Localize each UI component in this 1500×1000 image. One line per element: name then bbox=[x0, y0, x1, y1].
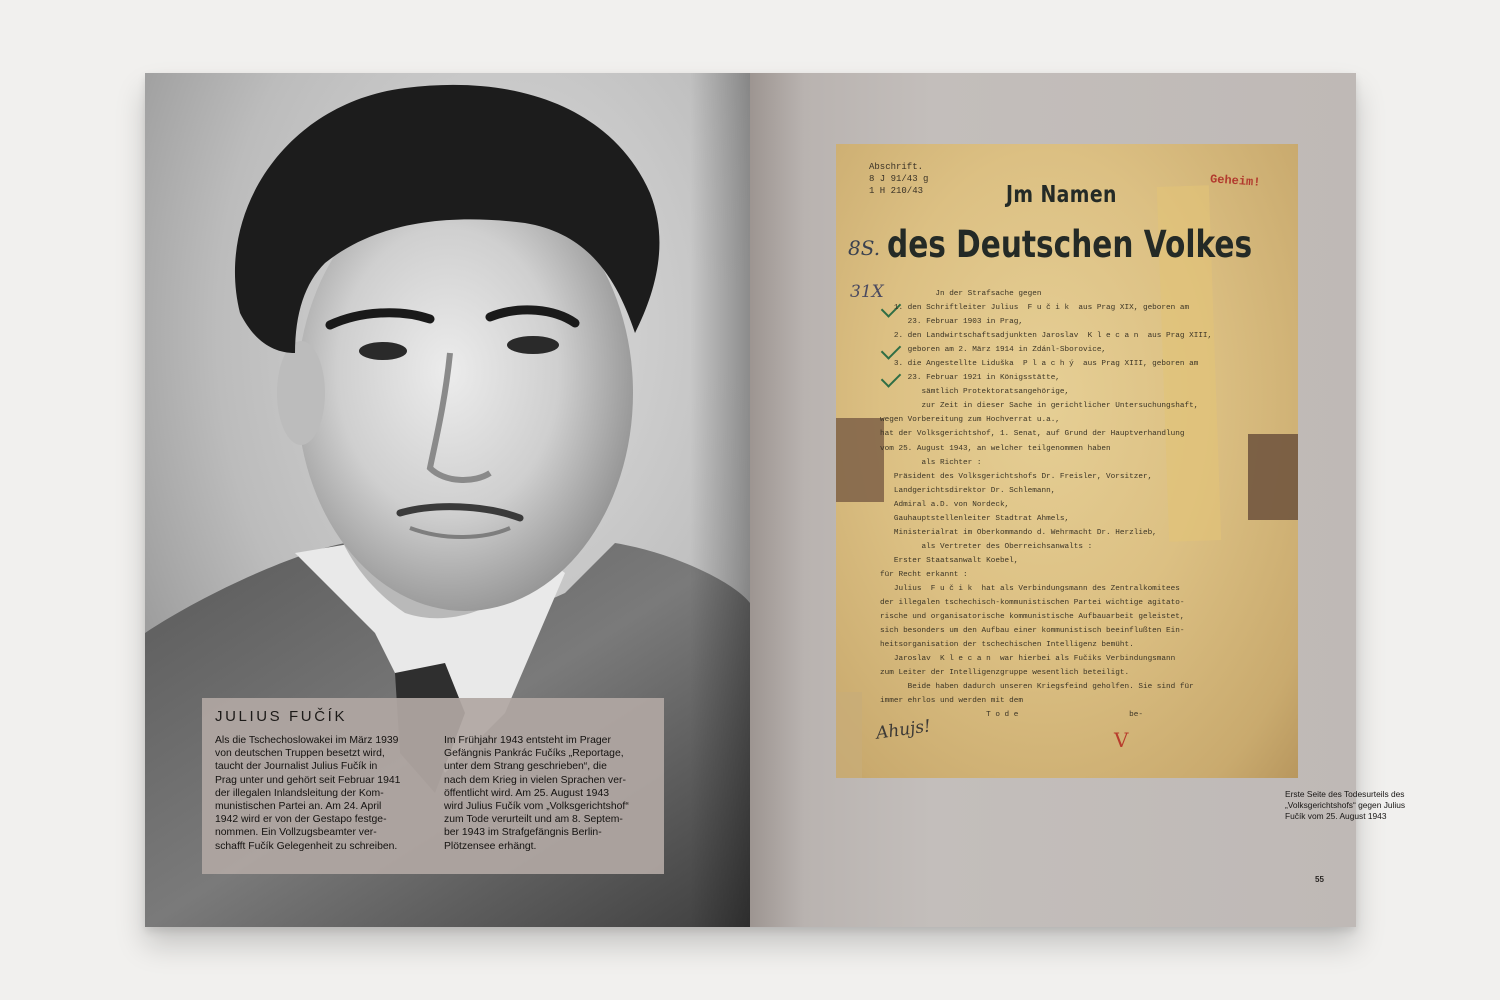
red-mark: V bbox=[1114, 728, 1129, 752]
document-body-text: Jn der Strafsache gegen 1. den Schriftleiter Julius F u č i k aus Prag XIX, geboren am 23. Februar 1903 in Prag, 2. den Landwirtschaftsadjunkten Jaroslav K l e c a n aus Prag XIII, geboren am 2. März 1914 in Zdánl-Sborovice, 3. die Angestellte Liduška P l a c h ý aus Prag XIII, geboren am 23. Februar 1921 in Königsstätte, sämtlich Protektoratsangehörige, zur Zeit in dieser Sache in gerichtlicher Untersuchungshaft, wegen Vorbereitung zum Hochverrat u.a., hat der Volksgerichtshof, 1. Senat, auf Grund der Hauptverhandlung vom 25. August 1943, an welcher teilgenommen haben als Richter : Präsident des Volksgerichtshofs Dr. Freisler, Vorsitzer, Landgerichtsdirektor Dr. Schlemann, Admiral a.D. von Nordeck, Gauhauptstellenleiter Stadtrat Ahmels, Ministerialrat im Oberkommando d. Wehrmacht Dr. Herzlieb, als Vertreter des Oberreichsanwalts : Erster Staatsanwalt Koebel, für Recht erkannt : Julius F u č i k hat als Verbindungsmann des Zentralkomitees der illegalen tschechisch-kommunistischen Partei wichtige agitato- rische und organisatorische kommunistische Aufbauarbeit geleistet, sich besonders um den Aufbau einer kommunistisch beeinflußten Ein- heitsorganisation der tschechischen Intelligenz bemüht. Jaroslav K l e c a n war hierbei als Fučiks Verbindungsmann zum Leiter der Intelligenzgruppe wesentlich beteiligt. Beide haben dadurch unseren Kriegsfeind geholfen. Sie sind für immer ehrlos und werden mit dem T o d e be- bbox=[880, 290, 1213, 720]
bio-text-column-1: Als die Tschechoslowakei im März 1939 von deutschen Truppen besetzt wird, taucht der Journalist Julius Fučík in Prag unter und gehört seit Februar 1941 der illegalen Inlandsleitung der Kom- munistischen Partei an. Am 24. April 1942 wird er von der Gestapo festge- nommen. Ein Vollzugsbeamter ver- schafft Fučík Gelegenheit zu schreiben. bbox=[215, 735, 401, 852]
secret-stamp: Geheim! bbox=[1209, 172, 1261, 190]
brown-tape-left bbox=[836, 418, 884, 502]
handwritten-mark: 8S. bbox=[848, 236, 881, 260]
page-number: 55 bbox=[1315, 875, 1324, 884]
bio-text-column-2: Im Frühjahr 1943 entsteht im Prager Gefängnis Pankrác Fučíks „Reportage, unter dem Strang geschrieben“, die nach dem Krieg in vielen Sprachen ver- öffentlicht wird. Am 25. August 1943 wird Julius Fučík vom „Volksgerichtshof“ zum Tode verurteilt und am 8. Septem- ber 1943 im Strafgefängnis Berlin- Plötzensee erhängt. bbox=[444, 735, 629, 852]
book-spread bbox=[145, 73, 1406, 927]
verdict-document bbox=[836, 144, 1298, 778]
document-heading-line-2: des Deutschen Volkes bbox=[887, 223, 1253, 266]
gutter-shadow bbox=[690, 73, 750, 927]
handwritten-signature: Ahujs! bbox=[874, 716, 933, 744]
right-page bbox=[750, 73, 1406, 927]
document-reference: Abschrift. 8 J 91/43 g 1 H 210/43 bbox=[869, 162, 929, 196]
left-page bbox=[145, 73, 750, 927]
handwritten-mark: 31X bbox=[850, 282, 884, 302]
bio-box bbox=[202, 698, 664, 874]
document-caption: Erste Seite des Todesurteils des „Volksgerichtshofs“ gegen Julius Fučík vom 25. August 1943 bbox=[1285, 789, 1406, 821]
document-heading-line-1: Jm Namen bbox=[1006, 182, 1117, 208]
bio-title: JULIUS FUČÍK bbox=[215, 708, 348, 725]
paper-strip bbox=[836, 692, 862, 778]
